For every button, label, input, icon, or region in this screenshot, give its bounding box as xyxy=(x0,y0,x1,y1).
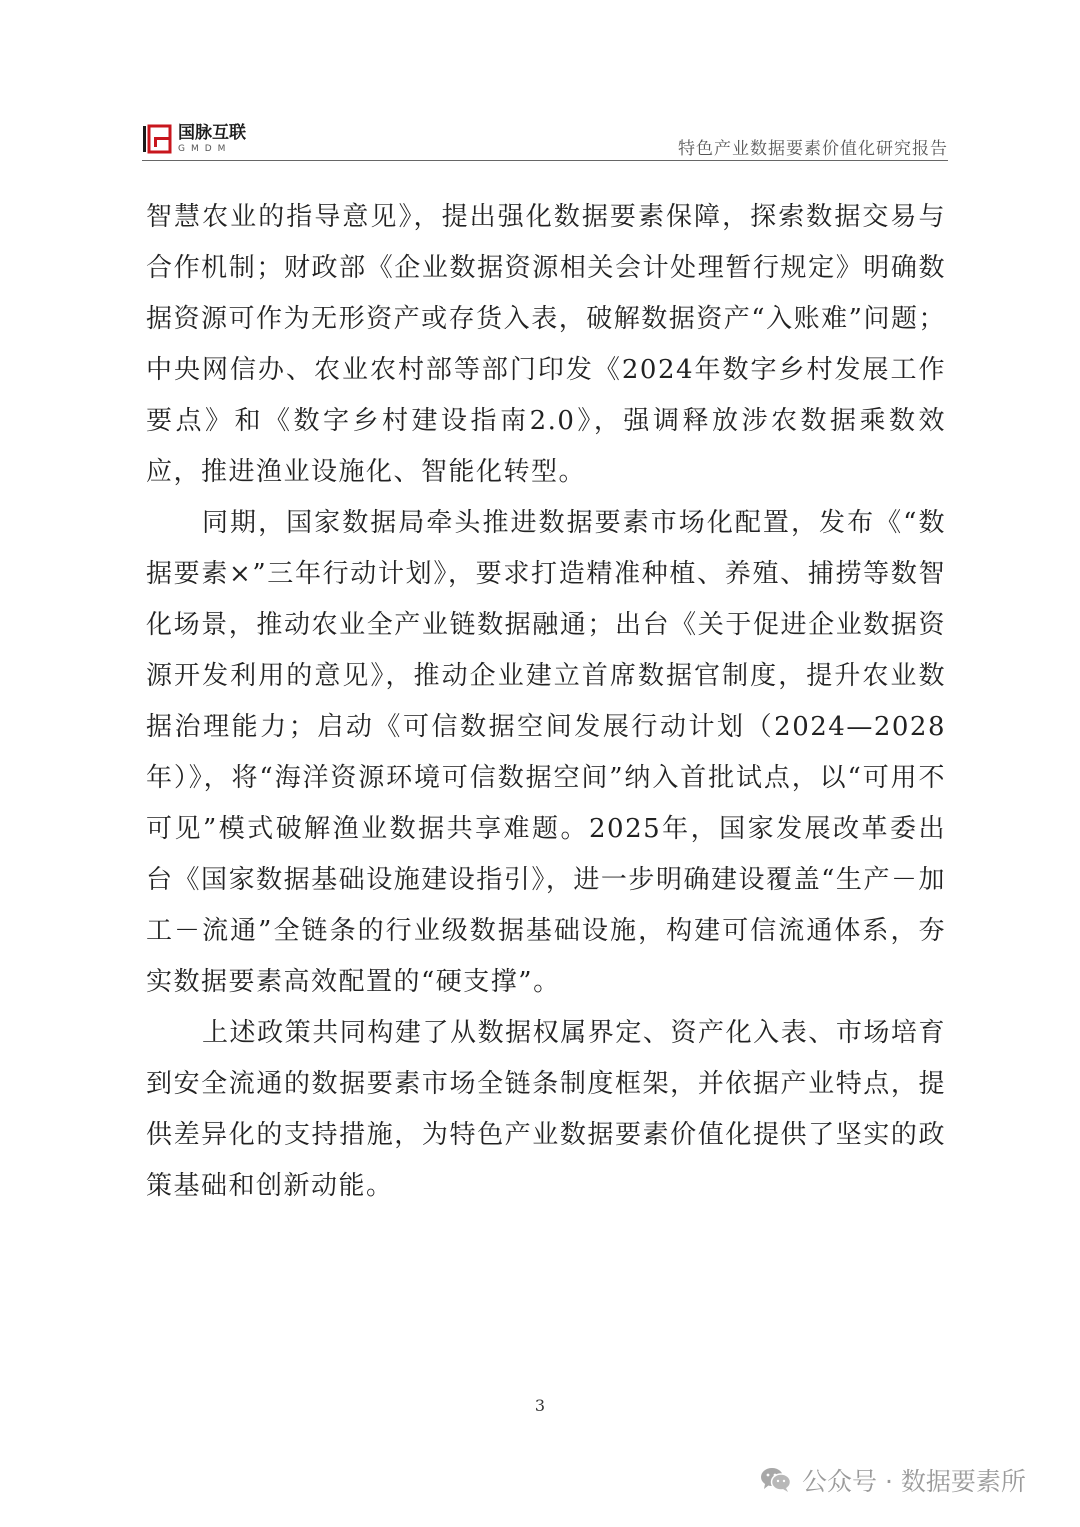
page-header xyxy=(142,118,948,162)
paragraph: 智慧农业的指导意见》，提出强化数据要素保障，探索数据交易与合作机制；财政部《企业数据资源相关会计处理暂行规定》明确数据资源可作为无形资产或存货入表，破解数据资产“入账难”问题；中央网信办、农业农村部等部门印发《2024年数字乡村发展工作要点》和《数字乡村建设指南2.0》，强调释放涉农数据乘数效应，推进渔业设施化、智能化转型。 xyxy=(146,202,946,487)
watermark-text: 公众号 · 数据要素所 xyxy=(802,1467,1026,1496)
header-divider xyxy=(142,160,948,161)
body-content xyxy=(146,192,946,1212)
paragraph: 同期，国家数据局牵头推进数据要素市场化配置，发布《“数据要素×”三年行动计划》，要求打造精准种植、养殖、捕捞等数智化场景，推动农业全产业链数据融通；出台《关于促进企业数据资源开发利用的意见》，推动企业建立首席数据官制度，提升农业数据治理能力；启动《可信数据空间发展行动计划（2024—2028年）》，将“海洋资源环境可信数据空间”纳入首批试点，以“可用不可见”模式破解渔业数据共享难题。2025年，国家发展改革委出台《国家数据基础设施建设指引》，进一步明确建设覆盖“生产－加工－流通”全链条的行业级数据基础设施，构建可信流通体系，夯实数据要素高效配置的“硬支撑”。 xyxy=(146,508,946,997)
logo-text xyxy=(178,122,246,154)
watermark xyxy=(760,1462,1026,1498)
page-number: 3 xyxy=(534,1396,546,1415)
logo xyxy=(142,124,246,154)
paragraph: 上述政策共同构建了从数据权属界定、资产化入表、市场培育到安全流通的数据要素市场全链条制度框架，并依据产业特点，提供差异化的支持措施，为特色产业数据要素价值化提供了坚实的政策基础和创新动能。 xyxy=(146,1018,946,1201)
logo-cn: 国脉互联 xyxy=(178,122,246,143)
report-title: 特色产业数据要素价值化研究报告 xyxy=(678,139,948,159)
logo-mark-icon xyxy=(142,124,172,154)
wechat-icon xyxy=(760,1467,792,1493)
logo-en: GMDM xyxy=(178,143,232,154)
